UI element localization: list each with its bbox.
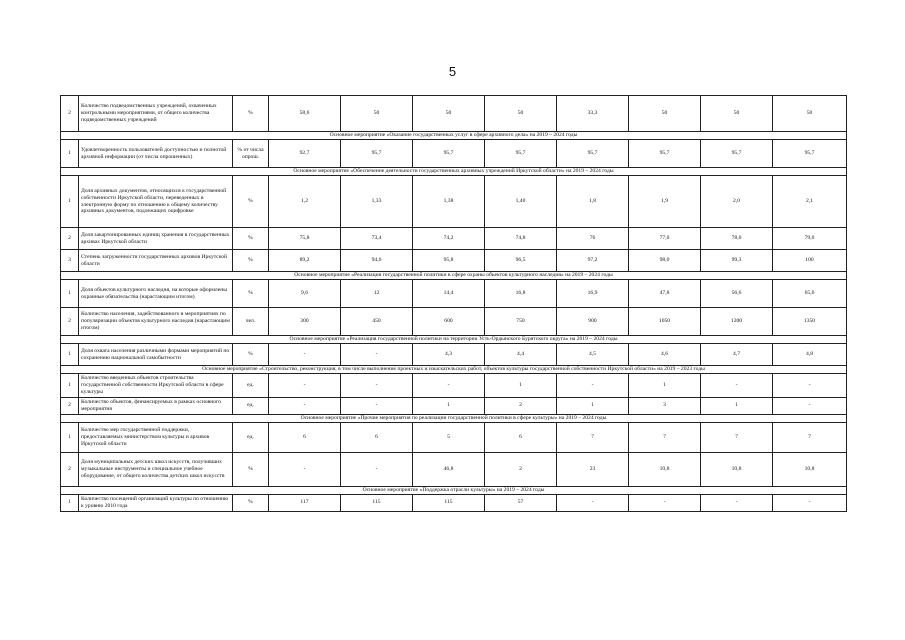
indicator-value: 16,8 [485,280,557,308]
indicator-name: Количество населения, задействованного в мероприятиях по популяризации объектов культурного наследия (нарастающим итогом) [79,308,233,336]
row-number: 1 [61,422,79,452]
section-header-row [61,366,847,374]
indicator-value: 1,8 [557,176,629,228]
indicator-value: - [413,374,485,398]
indicator-value: - [701,374,773,398]
indicator-value: 3 [629,397,701,414]
indicator-value: 75,8 [269,228,341,250]
indicator-value: 10,8 [701,452,773,486]
row-number: 1 [61,344,79,366]
indicator-value: 50 [341,96,413,132]
indicator-value: - [629,494,701,511]
indicator-value: 10,8 [629,452,701,486]
indicator-value: 73,4 [341,228,413,250]
indicator-value: 6 [485,422,557,452]
indicator-value: 95,7 [629,140,701,168]
indicator-value: - [269,397,341,414]
indicator-value: 4,5 [557,344,629,366]
indicator-value: 900 [557,308,629,336]
indicator-value: 46,8 [413,452,485,486]
indicator-value: 74,2 [413,228,485,250]
row-number: 1 [61,176,79,228]
indicator-value: 7 [773,422,847,452]
indicator-value: 1 [701,397,773,414]
indicator-value: 115 [413,494,485,511]
indicator-value: 50 [413,96,485,132]
unit-of-measure: % [233,452,269,486]
unit-of-measure: % от числа опрош. [233,140,269,168]
indicator-name: Количество объектов, финансируемых в рамках основного мероприятия [79,397,233,414]
indicator-value: 2 [485,452,557,486]
indicator-value: 2 [485,397,557,414]
indicator-value: 4,8 [773,344,847,366]
indicator-value: 14,4 [413,280,485,308]
indicator-value: 57 [485,494,557,511]
indicator-value: 600 [413,308,485,336]
indicator-value: 9,6 [269,280,341,308]
indicator-value: 95,8 [413,250,485,272]
row-number: 1 [61,140,79,168]
indicator-value: 50 [629,96,701,132]
indicator-name: Степень загруженности государственных архивов Иркутской области [79,250,233,272]
row-number: 1 [61,280,79,308]
section-title: Основное мероприятие «Строительство, реконструкция, в том числе выполнение проектных и изыскательских работ, объектов культуры государственной собственности Иркутской области» на 2019 – 2023 годы [61,366,847,374]
indicator-value: - [341,344,413,366]
section-header-row [61,272,847,280]
unit-of-measure: ед. [233,397,269,414]
section-header-row [61,336,847,344]
row-number: 2 [61,228,79,250]
section-title: Основное мероприятие «Реализация государственной политики на территории Усть-Ордынского Бурятского округа» на 2019 – 2024 годы [61,336,847,344]
indicator-value: 58,6 [269,96,341,132]
indicator-value: 4,6 [629,344,701,366]
unit-of-measure: % [233,228,269,250]
indicator-name: Количество введенных объектов строительства государственной собственности Иркутской области в сфере культуры [79,374,233,398]
indicator-value: 77,0 [629,228,701,250]
indicator-value: 5 [413,422,485,452]
indicator-value: 1200 [701,308,773,336]
indicator-value: 117 [269,494,341,511]
indicator-value: 76 [557,228,629,250]
row-number: 2 [61,308,79,336]
section-header-row [61,486,847,494]
section-title: Основное мероприятие «Реализация государственной политики в сфере охраны объектов культурного наследия» на 2019 – 2024 годы [61,272,847,280]
row-number: 2 [61,397,79,414]
indicator-row [61,140,847,168]
indicator-value: 2,1 [773,176,847,228]
indicator-name: Доля закартонированных единиц хранения в государственных архивах Иркутской области [79,228,233,250]
indicator-name: Доля охвата населения различными формами мероприятий по сохранению национальной самобытности [79,344,233,366]
indicator-row [61,494,847,511]
indicator-value: - [773,494,847,511]
indicator-value: 79,0 [773,228,847,250]
indicator-name: Количество мер государственной поддержки, предоставляемых министерством культуры и архивов Иркутской области [79,422,233,452]
section-title: Основное мероприятие «Прочие мероприятия по реализации государственной политики в сфере культуры» на 2019 – 2024 годы [61,414,847,422]
indicator-value: 6 [341,422,413,452]
row-number: 2 [61,452,79,486]
section-header-row [61,168,847,176]
indicator-value: - [341,374,413,398]
indicator-value: 450 [341,308,413,336]
section-header-row [61,414,847,422]
indicator-row [61,250,847,272]
indicator-name: Доля архивных документов, относящихся к государственной собственности Иркутской области, переведенных в электронную форму по отношению к общему количеству архивных документов, подлежащих оцифровке [79,176,233,228]
indicator-value: 4,4 [485,344,557,366]
row-number: 1 [61,374,79,398]
unit-of-measure: % [233,96,269,132]
indicator-row [61,422,847,452]
indicators-table [60,95,847,512]
indicator-value: 97,2 [557,250,629,272]
indicator-value: 1,38 [413,176,485,228]
indicator-value: 33,3 [557,96,629,132]
indicator-value: 95,7 [557,140,629,168]
indicator-value: 10,8 [773,452,847,486]
indicator-value: - [269,374,341,398]
indicator-value: 95,7 [413,140,485,168]
unit-of-measure: % [233,250,269,272]
indicator-row [61,228,847,250]
indicator-value: 23 [557,452,629,486]
indicator-value: 50 [701,96,773,132]
indicator-value: 1050 [629,308,701,336]
indicator-value: 1,33 [341,176,413,228]
indicator-row [61,176,847,228]
indicator-value: 78,0 [701,228,773,250]
section-title: Основное мероприятие «Оказание государственных услуг в сфере архивного дела» на 2019 – 2024 годы [61,132,847,140]
indicator-value: 6 [269,422,341,452]
indicator-row [61,452,847,486]
indicator-value: 7 [557,422,629,452]
indicator-value: 1 [413,397,485,414]
unit-of-measure: % [233,176,269,228]
indicator-value: 95,7 [773,140,847,168]
indicator-name: Количество подведомственных учреждений, охваченных контрольными мероприятиями, от общего количества подведомственных учреждений [79,96,233,132]
indicator-value: - [557,494,629,511]
indicators-table-body [61,96,847,512]
indicator-value: - [269,344,341,366]
indicator-value: 4,7 [701,344,773,366]
indicator-value: 96,5 [485,250,557,272]
section-header-row [61,132,847,140]
indicator-value: - [341,452,413,486]
indicator-value: 1 [557,397,629,414]
indicator-row [61,397,847,414]
indicator-value: 7 [701,422,773,452]
indicator-value: 1 [629,374,701,398]
indicator-value: 750 [485,308,557,336]
indicator-value: 74,8 [485,228,557,250]
indicator-value: 47,8 [629,280,701,308]
indicator-row [61,96,847,132]
row-number: 1 [61,494,79,511]
indicator-row [61,280,847,308]
indicator-value: 16,9 [557,280,629,308]
row-number: 3 [61,250,79,272]
section-title: Основное мероприятие «Поддержка отрасли культуры» на 2019 – 2024 годы [61,486,847,494]
indicator-name: Количество посещений организаций культуры по отношению к уровню 2010 года [79,494,233,511]
unit-of-measure: % [233,344,269,366]
indicator-value: - [773,397,847,414]
indicator-value: 1,2 [269,176,341,228]
indicator-value: - [557,374,629,398]
unit-of-measure: % [233,494,269,511]
unit-of-measure: ед. [233,374,269,398]
indicator-value: 94,6 [341,250,413,272]
unit-of-measure: чел. [233,308,269,336]
indicator-name: Удовлетворенность пользователей доступностью и полнотой архивной информации (от числа опрошенных) [79,140,233,168]
indicator-value: 65,6 [773,280,847,308]
indicator-value: 92,7 [269,140,341,168]
unit-of-measure: ед. [233,422,269,452]
indicator-value: 1,40 [485,176,557,228]
indicator-value: 95,7 [485,140,557,168]
indicator-value: 115 [341,494,413,511]
row-number: 2 [61,96,79,132]
indicator-value: 1 [485,374,557,398]
indicator-row [61,374,847,398]
indicator-value: 89,2 [269,250,341,272]
indicator-name: Доля объектов культурного наследия, на которые оформлены охранные обязательства (нарастающим итогом) [79,280,233,308]
indicator-value: 50 [485,96,557,132]
indicator-value: 4,3 [413,344,485,366]
indicator-value: 1350 [773,308,847,336]
indicator-value: 12 [341,280,413,308]
indicator-value: - [269,452,341,486]
indicator-value: 7 [629,422,701,452]
unit-of-measure: % [233,280,269,308]
page-number: 5 [448,64,457,79]
indicator-value: 95,7 [341,140,413,168]
indicator-value: 50 [773,96,847,132]
indicator-value: 1,9 [629,176,701,228]
indicator-value: - [341,397,413,414]
section-title: Основное мероприятие «Обеспечение деятельности государственных архивных учреждений Иркутской области» на 2019 – 2024 годы [61,168,847,176]
indicator-row [61,344,847,366]
indicator-value: 2,0 [701,176,773,228]
indicator-value: 300 [269,308,341,336]
indicator-value: 100 [773,250,847,272]
indicator-value: 98,0 [629,250,701,272]
indicator-value: 99,3 [701,250,773,272]
indicator-name: Доля муниципальных детских школ искусств, получивших музыкальные инструменты и специальное учебное оборудование, от общего количества детских школ искусств [79,452,233,486]
indicator-value: 95,7 [701,140,773,168]
document-sheet [60,95,846,512]
indicator-value: - [773,374,847,398]
indicator-value: 56,6 [701,280,773,308]
indicator-value: - [701,494,773,511]
indicator-row [61,308,847,336]
